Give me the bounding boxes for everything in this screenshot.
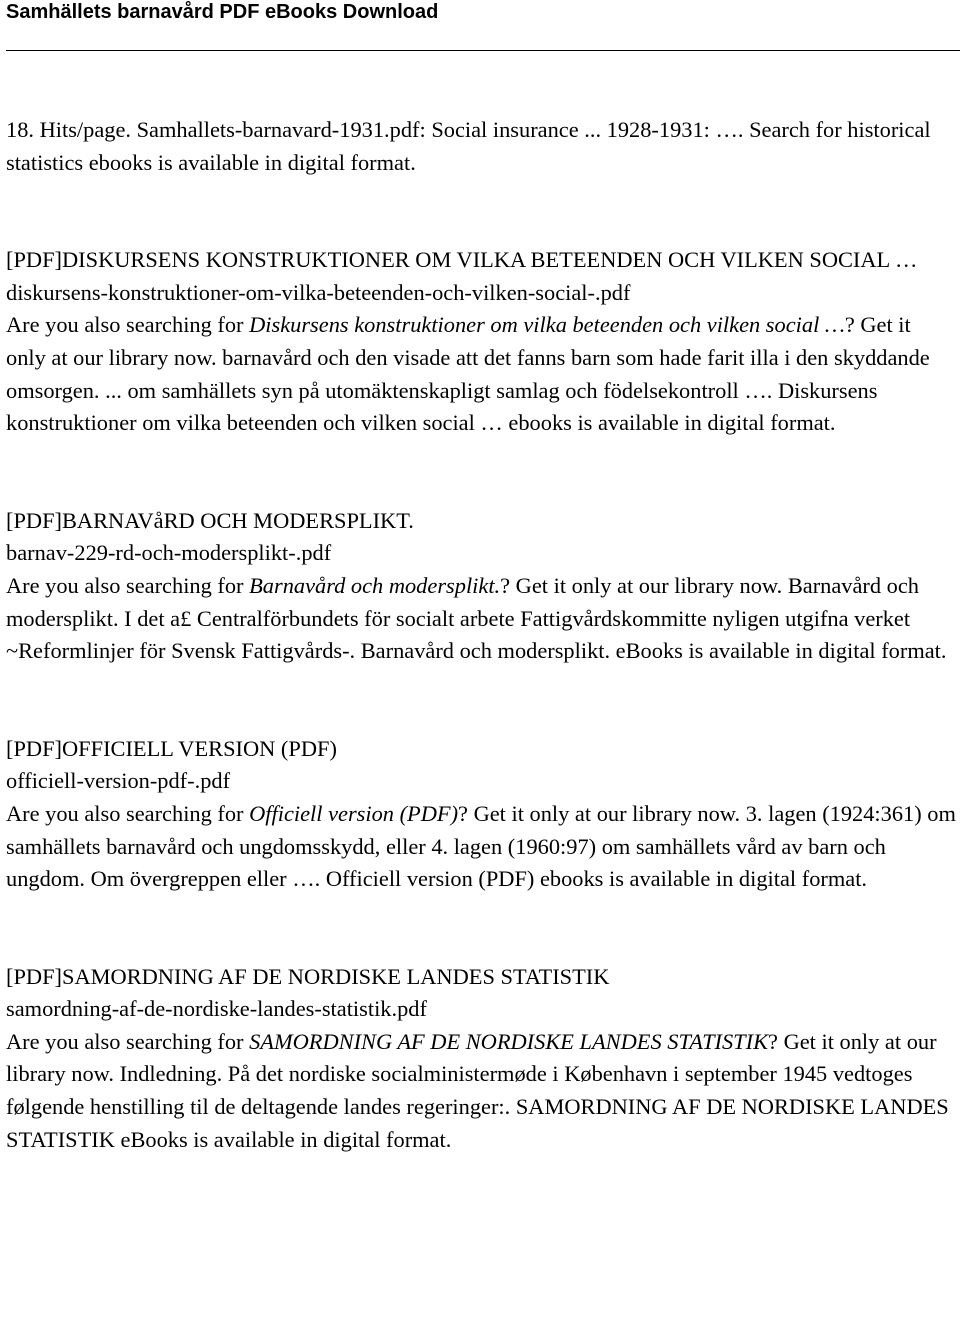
desc-body: ? Get it only at our library now. 3. lagen (1924:361) om samhällets barnavård och ungdomsskydd, eller 4. lagen (1960:97) om samhällets vård av barn och ungdom. Om övergreppen eller …. Officiell version (PDF) ebooks is available in digital format. [6, 800, 956, 892]
desc-prefix: Are you also searching for [6, 1028, 250, 1054]
result-entry [6, 733, 956, 896]
result-description [6, 798, 956, 896]
desc-prefix: Are you also searching for [6, 312, 250, 338]
desc-prefix: Are you also searching for [6, 572, 250, 598]
desc-prefix: Are you also searching for [6, 800, 250, 826]
result-description [6, 1026, 956, 1156]
result-title-link[interactable]: [PDF]OFFICIELL VERSION (PDF) [6, 735, 337, 761]
page-header [0, 0, 960, 52]
result-filename: officiell-version-pdf-.pdf [6, 768, 231, 794]
desc-body: ? Get it only at our library now. Barnavård och modersplikt. I det a£ Centralförbundets för socialt arbete Fattigvårdskommitte nyligen utgifna verket ~Reformlinjer för Svensk Fattigvårds-. Barnavård och modersplikt. eBooks is available in digital format. [6, 572, 947, 664]
result-entry [6, 961, 956, 1157]
result-title-link[interactable]: [PDF]BARNAVåRD OCH MODERSPLIKT. [6, 507, 414, 533]
page-title: Samhällets barnavård PDF eBooks Download [6, 1, 439, 23]
result-entry [6, 505, 956, 668]
desc-search-term: Barnavård och modersplikt. [249, 572, 501, 598]
intro-text: 18. Hits/page. Samhallets-barnavard-1931.pdf: Social insurance ... 1928-1931: …. Search for historical statistics ebooks is available in digital format. [6, 117, 931, 175]
result-title-link[interactable]: [PDF]DISKURSENS KONSTRUKTIONER OM VILKA BETEENDEN OCH VILKEN SOCIAL … [6, 247, 918, 273]
results-list [6, 114, 956, 1156]
result-filename: diskursens-konstruktioner-om-vilka-beteenden-och-vilken-social-.pdf [6, 279, 631, 305]
header-divider [6, 50, 960, 51]
desc-search-term: SAMORDNING AF DE NORDISKE LANDES STATISTIK [249, 1028, 769, 1054]
result-filename: barnav-229-rd-och-modersplikt-.pdf [6, 540, 332, 566]
desc-body: ? Get it only at our library now. barnavård och den visade att det fanns barn som hade farit illa i den skyddande omsorgen. ... om samhällets syn på utomäktenskapligt samlag och födelsekontroll …. Diskursens konstruktioner om vilka beteenden och vilken social … ebooks is available in digital format. [6, 312, 930, 436]
desc-search-term: Officiell version (PDF) [249, 800, 459, 826]
desc-body: ? Get it only at our library now. Indledning. På det nordiske socialministermøde i København i september 1945 vedtoges følgende henstilling til de deltagende landes regeringer:. SAMORDNING AF DE NORDISKE LANDES STATISTIK eBooks is available in digital format. [6, 1028, 949, 1152]
result-filename: samordning-af-de-nordiske-landes-statistik.pdf [6, 996, 427, 1022]
desc-search-term: Diskursens konstruktioner om vilka beteenden och vilken social … [249, 312, 845, 338]
result-description [6, 309, 956, 439]
result-description [6, 570, 956, 668]
result-title-link[interactable]: [PDF]SAMORDNING AF DE NORDISKE LANDES STATISTIK [6, 963, 610, 989]
result-entry [6, 244, 956, 440]
